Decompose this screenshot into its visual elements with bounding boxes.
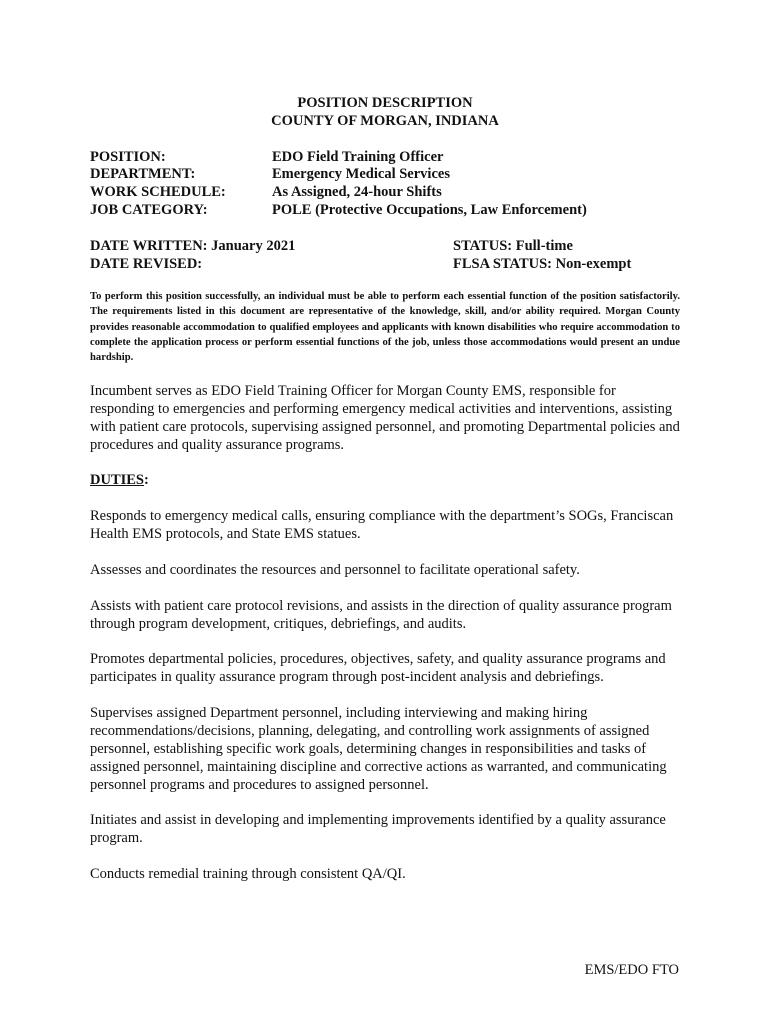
work-schedule-value: As Assigned, 24-hour Shifts	[272, 184, 442, 200]
position-label: POSITION:	[90, 149, 166, 165]
duty-item: Initiates and assist in developing and implementing improvements identified by a quality assurance program.	[90, 812, 666, 846]
county-title: COUNTY OF MORGAN, INDIANA	[271, 113, 499, 129]
duty-item: Assesses and coordinates the resources and personnel to facilitate operational safety.	[90, 562, 580, 578]
duty-item: Assists with patient care protocol revisions, and assists in the direction of quality assurance program through program development, critiques, debriefings, and audits.	[90, 598, 672, 632]
position-value: EDO Field Training Officer	[272, 149, 444, 165]
work-schedule-label: WORK SCHEDULE:	[90, 184, 226, 200]
duty-item: Responds to emergency medical calls, ensuring compliance with the department’s SOGs, Franciscan Health EMS protocols, and State EMS statues.	[90, 508, 674, 542]
date-revised: DATE REVISED:	[90, 256, 203, 272]
duty-item: Supervises assigned Department personnel, including interviewing and making hiring recommendations/decisions, planning, delegating, and controlling work assignments of assigned personnel, establishing specific work goals, determining changes in responsibilities and tasks of assigned personnel, maintaining discipline and corrective actions as warranted, and communicating personnel programs and procedures to assigned personnel.	[90, 705, 667, 793]
department-label: DEPARTMENT:	[90, 166, 196, 182]
job-category-value: POLE (Protective Occupations, Law Enforcement)	[272, 202, 587, 218]
duty-item: Promotes departmental policies, procedures, objectives, safety, and quality assurance programs and participates in quality assurance program through post-incident analysis and debriefings.	[90, 651, 666, 685]
job-category-label: JOB CATEGORY:	[90, 202, 208, 218]
department-value: Emergency Medical Services	[272, 166, 450, 182]
duties-heading	[90, 471, 149, 489]
duties-heading-colon: :	[144, 472, 149, 488]
accommodation-notice: To perform this position successfully, an individual must be able to perform each essential function of the position satisfactorily. The requirements listed in this document are representative of the knowledge, skill, and/or ability required. Morgan County provides reasonable accommodation to qualified employees and applicants with known disabilities who require accommodation to complete the application process or perform essential functions of the job, unless those accommodations would present an undue hardship.	[90, 291, 680, 364]
duty-item: Conducts remedial training through consistent QA/QI.	[90, 866, 406, 882]
summary-paragraph: Incumbent serves as EDO Field Training Officer for Morgan County EMS, responsible for responding to emergencies and performing emergency medical activities and interventions, assisting with patient care protocols, supervising assigned personnel, and promoting Departmental policies and procedures and quality assurance programs.	[90, 383, 680, 453]
flsa-status-field: FLSA STATUS: Non-exempt	[453, 256, 632, 272]
duties-heading-text: DUTIES	[90, 472, 144, 488]
page-footer: EMS/EDO FTO	[584, 962, 679, 978]
date-written: DATE WRITTEN: January 2021	[90, 238, 296, 254]
status-field: STATUS: Full-time	[453, 238, 573, 254]
document-title: POSITION DESCRIPTION	[297, 95, 473, 111]
